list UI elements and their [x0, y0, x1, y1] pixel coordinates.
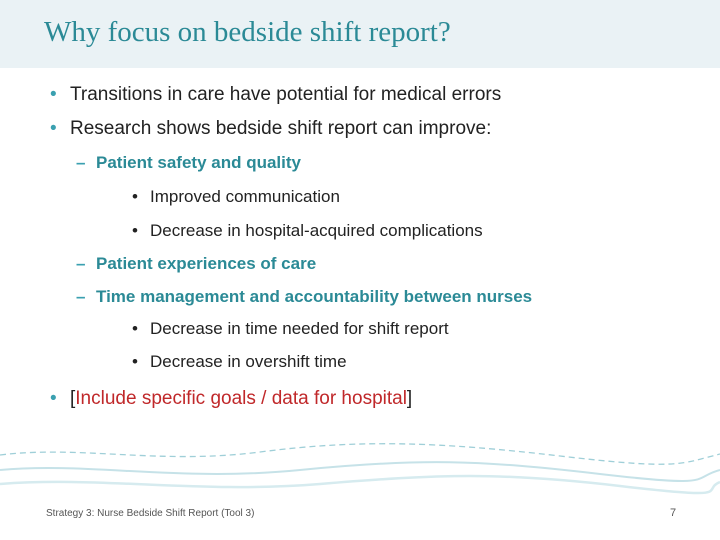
bullet-text: Research shows bedside shift report can improve: — [70, 118, 492, 139]
bullet-icon: • — [132, 319, 138, 338]
sub-sub-item-text: Decrease in overshift time — [150, 352, 347, 371]
bullet-icon: • — [50, 118, 57, 139]
sub-sub-item — [132, 221, 483, 241]
dash-icon: – — [76, 254, 86, 273]
sub-sub-item-text: Decrease in time needed for shift report — [150, 319, 449, 338]
sub-item-text: Patient safety and quality — [96, 153, 301, 172]
decorative-waves — [0, 440, 720, 500]
bullet-item — [50, 84, 501, 106]
bracket-open: [ — [70, 388, 76, 409]
bullet-icon: • — [132, 187, 138, 206]
dash-icon: – — [76, 287, 86, 306]
sub-sub-item-text: Decrease in hospital-acquired complications — [150, 221, 483, 240]
bullet-item — [50, 118, 491, 140]
sub-item — [76, 254, 317, 274]
dash-icon: – — [76, 153, 86, 172]
bullet-icon: • — [50, 388, 57, 409]
sub-item — [76, 287, 533, 307]
footer-source: Strategy 3: Nurse Bedside Shift Report (Tool 3) — [46, 508, 255, 519]
page-number: 7 — [670, 507, 677, 519]
sub-item-text: Patient experiences of care — [96, 254, 317, 273]
sub-sub-item-text: Improved communication — [150, 187, 340, 206]
bullet-icon: • — [132, 221, 138, 240]
slide-title: Why focus on bedside shift report? — [44, 16, 451, 48]
sub-item-text: Time management and accountability between nurses — [96, 287, 533, 306]
sub-sub-item — [132, 319, 449, 339]
sub-item — [76, 153, 301, 173]
placeholder-text: Include specific goals / data for hospital — [75, 388, 407, 409]
bullet-text: Transitions in care have potential for medical errors — [70, 84, 502, 105]
bullet-icon: • — [132, 352, 138, 371]
sub-sub-item — [132, 187, 340, 207]
sub-sub-item — [132, 352, 347, 372]
bracket-close: ] — [406, 388, 413, 409]
bullet-item — [50, 388, 412, 410]
bullet-icon: • — [50, 84, 57, 105]
